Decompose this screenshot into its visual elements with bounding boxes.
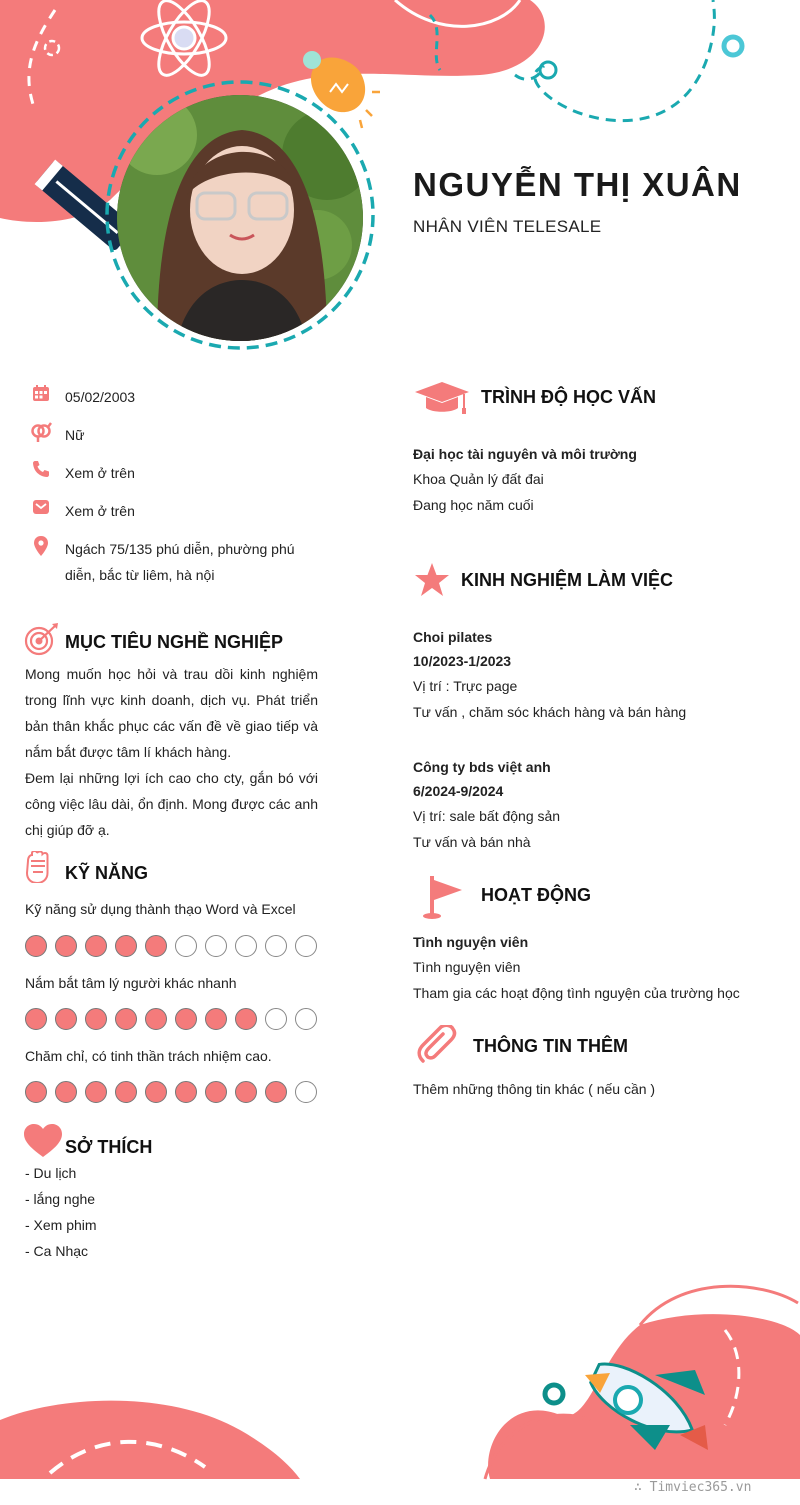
skill-rating-2 [25,1008,317,1030]
school-name: Đại học tài nguyên và môi trường [413,446,637,462]
location-pin-icon [30,536,52,558]
footer-decoration-left [0,1395,310,1480]
watermark: ∴ Timviec365.vn [634,1480,752,1495]
activity-role: Tình nguyện viên [413,959,521,975]
candidate-name: NGUYỄN THỊ XUÂN [413,166,742,203]
skill-rating-1 [25,935,317,957]
rating-dot-empty [295,935,317,957]
job-position: Vị trí : Trực page [413,678,518,694]
rating-dot-filled [25,1081,47,1103]
study-status: Đang học năm cuối [413,497,534,513]
rating-dot-empty [235,935,257,957]
address-text: Ngách 75/135 phú diễn, phường phú diễn, bắc từ liêm, hà nội [65,541,295,583]
rating-dot-filled [55,1081,77,1103]
job-period: 10/2023-1/2023 [413,653,512,669]
contact-email [30,498,310,524]
rating-dot-empty [295,1081,317,1103]
rating-dot-empty [265,935,287,957]
rating-dot-filled [145,1008,167,1030]
target-icon [24,622,60,661]
rating-dot-filled [85,935,107,957]
rating-dot-filled [235,1081,257,1103]
job-position: Vị trí: sale bất động sản [413,808,561,824]
rating-dot-filled [25,935,47,957]
rating-dot-filled [235,1008,257,1030]
job-company: Choi pilates [413,629,493,645]
profile-photo [117,95,363,341]
job-period: 6/2024-9/2024 [413,783,504,799]
extra-info-title: THÔNG TIN THÊM [473,1036,628,1056]
gender-icon [30,422,52,444]
objective-paragraph-1: Mong muốn học hỏi và trau dồi kinh nghiệm trong lĩnh vực kinh doanh, dịch vụ. Phát triển bản thân khắc phục các vấn đề về giao tiếp và nắm bắt được tâm lí khách hàng. [25,666,318,760]
hobby-item: - Xem phim [25,1217,97,1233]
contact-birthday [30,384,310,410]
contact-phone [30,460,310,486]
rating-dot-filled [115,935,137,957]
rating-dot-filled [85,1008,107,1030]
rating-dot-filled [205,1081,227,1103]
skill-name-1: Kỹ năng sử dụng thành thạo Word và Excel [25,901,296,917]
rating-dot-empty [175,935,197,957]
objective-title: MỤC TIÊU NGHỀ NGHIỆP [65,632,284,652]
flag-icon [420,874,464,925]
rating-dot-empty [295,1008,317,1030]
extra-info-text: Thêm những thông tin khác ( nếu cần ) [413,1081,656,1097]
rating-dot-filled [55,935,77,957]
job-description: Tư vấn , chăm sóc khách hàng và bán hàng [413,704,687,720]
contact-gender [30,422,310,448]
skill-rating-3 [25,1081,317,1103]
rating-dot-filled [145,1081,167,1103]
rating-dot-filled [25,1008,47,1030]
rating-dot-filled [175,1008,197,1030]
phone-text[interactable]: Xem ở trên [65,465,135,481]
hobby-item: - Ca Nhạc [25,1243,89,1259]
objective-paragraph-2: Đem lại những lợi ích cao cho cty, gắn bó với công việc lâu dài, ổn định. Mong được các anh chị giúp đỡ ạ. [25,770,318,838]
rating-dot-filled [115,1008,137,1030]
email-icon [30,498,52,520]
rating-dot-filled [205,1008,227,1030]
hobbies-title: SỞ THÍCH [65,1137,153,1157]
rating-dot-filled [145,935,167,957]
rating-dot-filled [115,1081,137,1103]
rating-dot-filled [85,1081,107,1103]
birthday-text: 05/02/2003 [65,389,136,405]
activities-title: HOẠT ĐỘNG [481,885,591,905]
skills-title: KỸ NĂNG [65,863,149,883]
experience-title: KINH NGHIỆM LÀM VIỆC [461,570,674,590]
fist-icon [25,851,49,888]
job-title: NHÂN VIÊN TELESALE [413,217,602,236]
rating-dot-empty [265,1008,287,1030]
hobby-item: - lắng nghe [25,1191,96,1207]
faculty-name: Khoa Quản lý đất đai [413,471,544,487]
skill-name-2: Nắm bắt tâm lý người khác nhanh [25,975,237,991]
paperclip-icon [415,1025,459,1072]
phone-icon [30,460,52,482]
star-icon [414,563,450,602]
graduation-cap-icon [414,380,470,421]
footer-decoration-right [480,1275,800,1480]
gender-text: Nữ [65,427,85,443]
rating-dot-filled [175,1081,197,1103]
rating-dot-filled [265,1081,287,1103]
skill-name-3: Chăm chỉ, có tinh thần trách nhiệm cao. [25,1048,272,1064]
contact-address [30,536,310,588]
calendar-icon [30,384,52,406]
education-title: TRÌNH ĐỘ HỌC VẤN [481,387,656,407]
job-description: Tư vấn và bán nhà [413,834,531,850]
rating-dot-filled [55,1008,77,1030]
hobby-item: - Du lịch [25,1165,77,1181]
rating-dot-empty [205,935,227,957]
activity-description: Tham gia các hoạt động tình nguyện của trường học [413,985,740,1001]
heart-icon [24,1124,62,1163]
email-text[interactable]: Xem ở trên [65,503,135,519]
activity-name: Tình nguyện viên [413,934,529,950]
avatar [117,95,363,341]
job-company: Công ty bds việt anh [413,759,551,775]
